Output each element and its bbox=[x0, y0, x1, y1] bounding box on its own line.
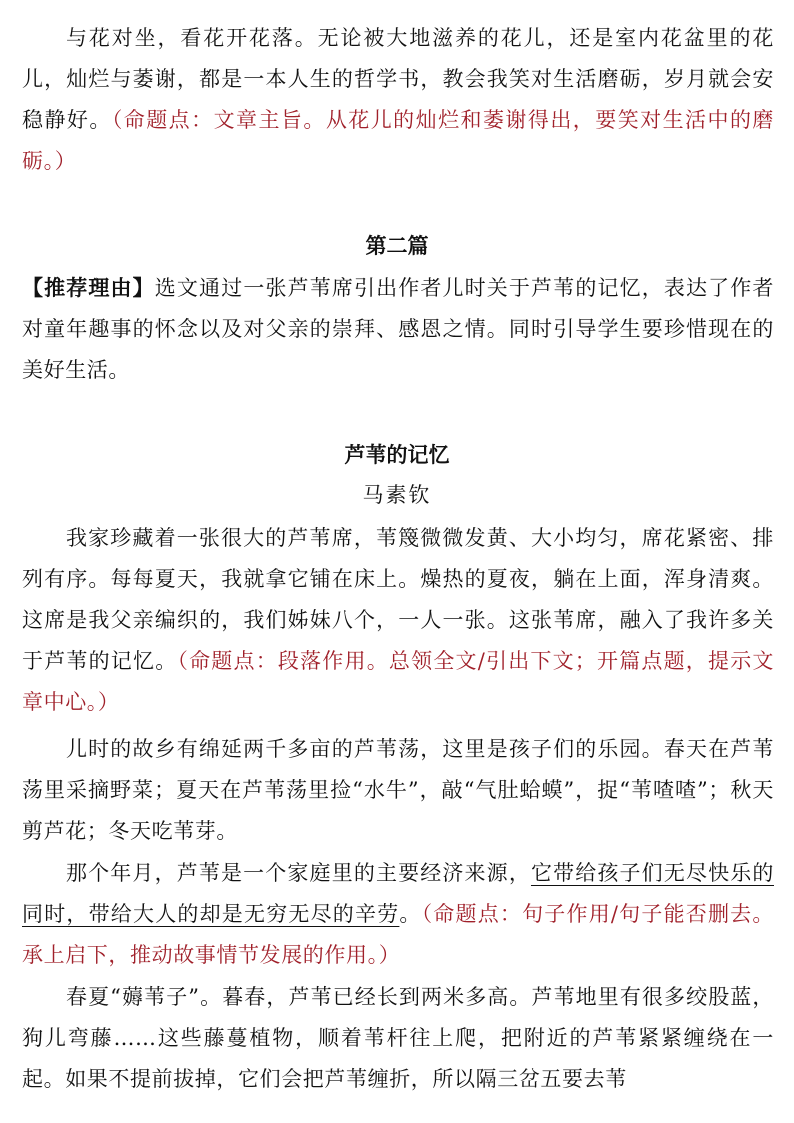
recommendation-text: 选文通过一张芦苇席引出作者儿时关于芦苇的记忆，表达了作者对童年趣事的怀念以及对父亲的崇拜、感恩之情。同时引导学生要珍惜现在的美好生活。 bbox=[22, 276, 774, 382]
paragraph-3-underlined-sentence: 它带给孩子们无尽快乐的同时，带给大人的却是无穷无尽的辛劳 bbox=[22, 861, 774, 926]
recommendation-label: 【推荐理由】 bbox=[22, 276, 155, 300]
article-paragraph-4 bbox=[22, 977, 774, 1100]
article-author: 马素钦 bbox=[362, 483, 432, 507]
paragraph-2-text: 儿时的故乡有绵延两千多亩的芦苇荡，这里是孩子们的乐园。春天在芦苇荡里采摘野菜；夏天在芦苇荡里捡“水牛”，敲“气肚蛤蟆”，捉“苇喳喳”；秋天剪芦花；冬天吃苇芽。 bbox=[22, 737, 774, 843]
recommendation-paragraph bbox=[22, 268, 774, 391]
intro-paragraph bbox=[22, 18, 774, 182]
paragraph-3-note: （命题点：句子作用/句子能否删去。承上启下，推动故事情节发展的作用。） bbox=[22, 902, 774, 967]
article-paragraph-3 bbox=[22, 853, 774, 976]
intro-note: （命题点：文章主旨。从花儿的灿烂和萎谢得出，要笑对生活中的磨砺。） bbox=[22, 108, 774, 173]
section-heading: 第二篇 bbox=[365, 234, 429, 258]
paragraph-4-text: 春夏“薅苇子”。暮春，芦苇已经长到两米多高。芦苇地里有很多绞股蓝，狗儿弯藤……这些藤蔓植物，顺着苇杆往上爬，把附近的芦苇紧紧缠绕在一起。如果不提前拔掉，它们会把芦苇缠折，所以隔三岔五要去苇 bbox=[22, 985, 774, 1091]
article-paragraph-1 bbox=[22, 518, 774, 723]
article-paragraph-2 bbox=[22, 729, 774, 852]
paragraph-3-text-before: 那个年月，芦苇是一个家庭里的主要经济来源， bbox=[66, 861, 531, 885]
paragraph-3-text-after: 。 bbox=[399, 902, 422, 926]
paragraph-1-note: （命题点：段落作用。总领全文/引出下文；开篇点题，提示文章中心。） bbox=[22, 649, 774, 714]
article-title: 芦苇的记忆 bbox=[344, 443, 450, 467]
intro-text: 与花对坐，看花开花落。无论被大地滋养的花儿，还是室内花盆里的花儿，灿烂与萎谢，都是一本人生的哲学书，教会我笑对生活磨砺，岁月就会安稳静好。 bbox=[22, 26, 774, 132]
paragraph-1-text: 我家珍藏着一张很大的芦苇席，苇篾微微发黄、大小均匀，席花紧密、排列有序。每每夏天，我就拿它铺在床上。燥热的夏夜，躺在上面，浑身清爽。这席是我父亲编织的，我们姊妹八个，一人一张。这张苇席，融入了我许多关于芦苇的记忆。 bbox=[22, 526, 774, 673]
